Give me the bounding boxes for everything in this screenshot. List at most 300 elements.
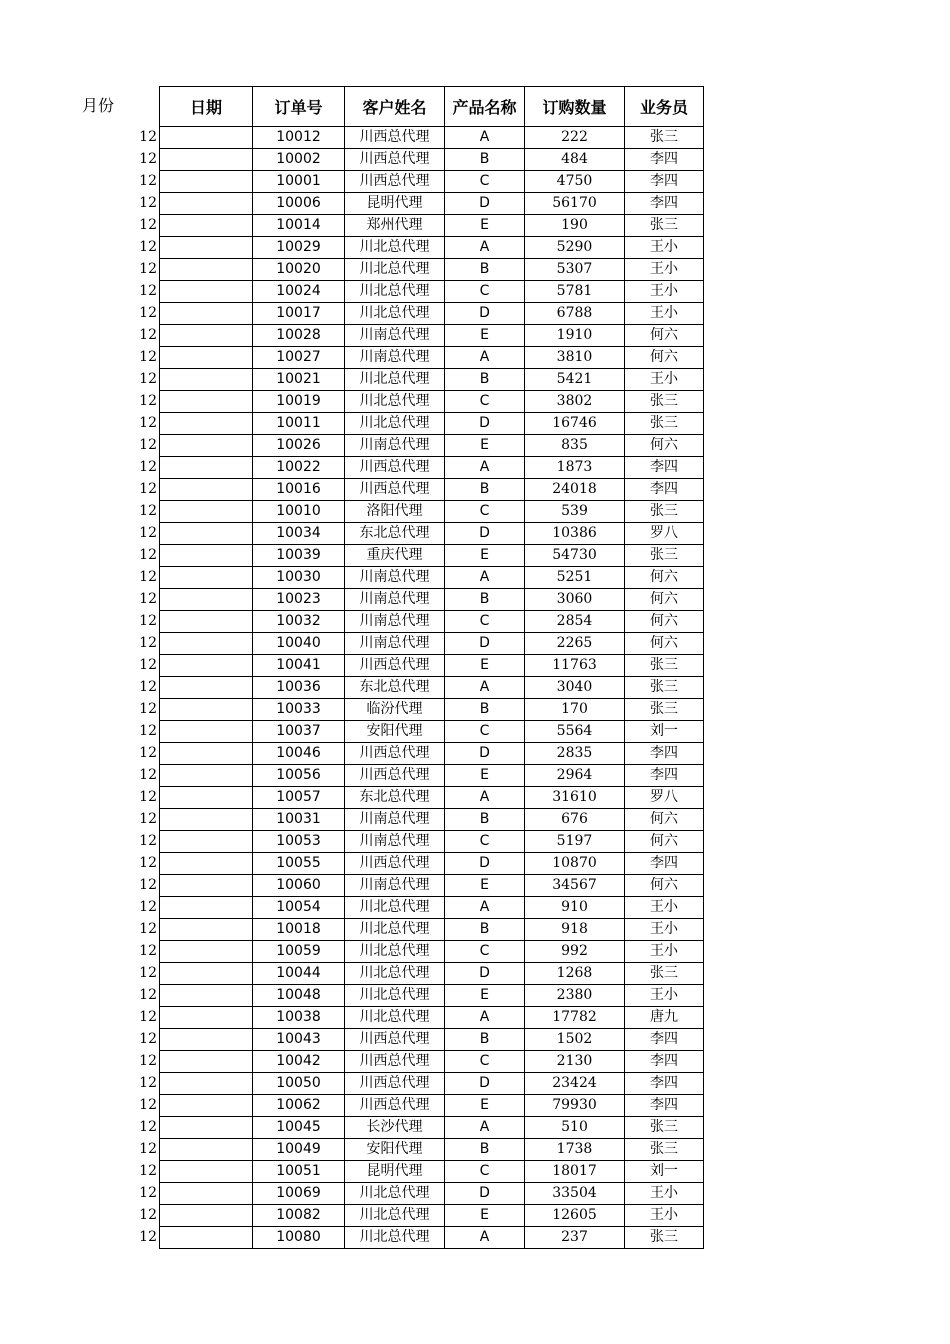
cell-salesperson[interactable]: 何六 xyxy=(625,611,704,633)
cell-customer[interactable]: 川北总代理 xyxy=(345,1183,445,1205)
cell-date[interactable] xyxy=(160,875,253,897)
cell-quantity[interactable]: 1738 xyxy=(525,1139,625,1161)
cell-order-no[interactable]: 10039 xyxy=(253,545,345,567)
cell-salesperson[interactable]: 张三 xyxy=(625,215,704,237)
cell-customer[interactable]: 川西总代理 xyxy=(345,171,445,193)
cell-quantity[interactable]: 510 xyxy=(525,1117,625,1139)
cell-product[interactable]: E xyxy=(445,545,525,567)
cell-product[interactable]: D xyxy=(445,1183,525,1205)
cell-product[interactable]: E xyxy=(445,985,525,1007)
cell-order-no[interactable]: 10082 xyxy=(253,1205,345,1227)
cell-salesperson[interactable]: 李四 xyxy=(625,743,704,765)
cell-order-no[interactable]: 10042 xyxy=(253,1051,345,1073)
cell-order-no[interactable]: 10014 xyxy=(253,215,345,237)
cell-order-no[interactable]: 10062 xyxy=(253,1095,345,1117)
cell-product[interactable]: B xyxy=(445,589,525,611)
cell-date[interactable] xyxy=(160,325,253,347)
cell-product[interactable]: C xyxy=(445,721,525,743)
cell-date[interactable] xyxy=(160,1183,253,1205)
cell-quantity[interactable]: 79930 xyxy=(525,1095,625,1117)
cell-product[interactable]: A xyxy=(445,677,525,699)
cell-product[interactable]: D xyxy=(445,633,525,655)
cell-date[interactable] xyxy=(160,941,253,963)
cell-order-no[interactable]: 10069 xyxy=(253,1183,345,1205)
cell-customer[interactable]: 川南总代理 xyxy=(345,875,445,897)
cell-order-no[interactable]: 10044 xyxy=(253,963,345,985)
cell-quantity[interactable]: 5290 xyxy=(525,237,625,259)
cell-customer[interactable]: 川西总代理 xyxy=(345,149,445,171)
cell-quantity[interactable]: 918 xyxy=(525,919,625,941)
cell-product[interactable]: B xyxy=(445,479,525,501)
cell-order-no[interactable]: 10051 xyxy=(253,1161,345,1183)
cell-customer[interactable]: 川北总代理 xyxy=(345,1227,445,1249)
cell-date[interactable] xyxy=(160,589,253,611)
cell-order-no[interactable]: 10060 xyxy=(253,875,345,897)
cell-customer[interactable]: 川南总代理 xyxy=(345,435,445,457)
cell-customer[interactable]: 川西总代理 xyxy=(345,765,445,787)
cell-date[interactable] xyxy=(160,369,253,391)
cell-order-no[interactable]: 10027 xyxy=(253,347,345,369)
cell-quantity[interactable]: 1873 xyxy=(525,457,625,479)
cell-product[interactable]: E xyxy=(445,325,525,347)
cell-salesperson[interactable]: 何六 xyxy=(625,589,704,611)
cell-salesperson[interactable]: 王小 xyxy=(625,897,704,919)
cell-date[interactable] xyxy=(160,149,253,171)
cell-date[interactable] xyxy=(160,259,253,281)
cell-date[interactable] xyxy=(160,831,253,853)
cell-quantity[interactable]: 34567 xyxy=(525,875,625,897)
cell-salesperson[interactable]: 何六 xyxy=(625,325,704,347)
cell-date[interactable] xyxy=(160,457,253,479)
cell-salesperson[interactable]: 张三 xyxy=(625,413,704,435)
cell-date[interactable] xyxy=(160,347,253,369)
cell-salesperson[interactable]: 何六 xyxy=(625,435,704,457)
cell-order-no[interactable]: 10018 xyxy=(253,919,345,941)
cell-date[interactable] xyxy=(160,1095,253,1117)
cell-product[interactable]: C xyxy=(445,611,525,633)
cell-salesperson[interactable]: 李四 xyxy=(625,1051,704,1073)
cell-quantity[interactable]: 222 xyxy=(525,127,625,149)
cell-salesperson[interactable]: 王小 xyxy=(625,985,704,1007)
cell-quantity[interactable]: 5307 xyxy=(525,259,625,281)
cell-date[interactable] xyxy=(160,721,253,743)
cell-quantity[interactable]: 3060 xyxy=(525,589,625,611)
cell-date[interactable] xyxy=(160,237,253,259)
cell-product[interactable]: E xyxy=(445,435,525,457)
cell-order-no[interactable]: 10006 xyxy=(253,193,345,215)
cell-salesperson[interactable]: 张三 xyxy=(625,545,704,567)
cell-salesperson[interactable]: 李四 xyxy=(625,1073,704,1095)
cell-quantity[interactable]: 24018 xyxy=(525,479,625,501)
cell-quantity[interactable]: 676 xyxy=(525,809,625,831)
cell-customer[interactable]: 安阳代理 xyxy=(345,1139,445,1161)
cell-customer[interactable]: 川南总代理 xyxy=(345,831,445,853)
cell-product[interactable]: D xyxy=(445,1073,525,1095)
cell-order-no[interactable]: 10031 xyxy=(253,809,345,831)
cell-product[interactable]: E xyxy=(445,1095,525,1117)
cell-product[interactable]: A xyxy=(445,1117,525,1139)
cell-salesperson[interactable]: 唐九 xyxy=(625,1007,704,1029)
cell-product[interactable]: D xyxy=(445,413,525,435)
cell-customer[interactable]: 长沙代理 xyxy=(345,1117,445,1139)
cell-product[interactable]: D xyxy=(445,743,525,765)
cell-date[interactable] xyxy=(160,699,253,721)
cell-product[interactable]: B xyxy=(445,369,525,391)
cell-quantity[interactable]: 10386 xyxy=(525,523,625,545)
cell-quantity[interactable]: 11763 xyxy=(525,655,625,677)
cell-product[interactable]: C xyxy=(445,281,525,303)
cell-customer[interactable]: 川南总代理 xyxy=(345,589,445,611)
cell-customer[interactable]: 川北总代理 xyxy=(345,391,445,413)
cell-date[interactable] xyxy=(160,171,253,193)
cell-order-no[interactable]: 10034 xyxy=(253,523,345,545)
cell-salesperson[interactable]: 张三 xyxy=(625,391,704,413)
cell-product[interactable]: A xyxy=(445,897,525,919)
cell-date[interactable] xyxy=(160,391,253,413)
cell-quantity[interactable]: 1502 xyxy=(525,1029,625,1051)
cell-customer[interactable]: 川西总代理 xyxy=(345,479,445,501)
cell-order-no[interactable]: 10057 xyxy=(253,787,345,809)
header-date[interactable]: 日期 xyxy=(160,87,253,127)
cell-quantity[interactable]: 5421 xyxy=(525,369,625,391)
cell-salesperson[interactable]: 李四 xyxy=(625,171,704,193)
cell-date[interactable] xyxy=(160,523,253,545)
cell-quantity[interactable]: 31610 xyxy=(525,787,625,809)
cell-date[interactable] xyxy=(160,919,253,941)
cell-salesperson[interactable]: 张三 xyxy=(625,963,704,985)
cell-customer[interactable]: 东北总代理 xyxy=(345,787,445,809)
cell-order-no[interactable]: 10016 xyxy=(253,479,345,501)
cell-product[interactable]: A xyxy=(445,1227,525,1249)
cell-quantity[interactable]: 190 xyxy=(525,215,625,237)
cell-quantity[interactable]: 1910 xyxy=(525,325,625,347)
cell-date[interactable] xyxy=(160,853,253,875)
cell-order-no[interactable]: 10055 xyxy=(253,853,345,875)
cell-product[interactable]: D xyxy=(445,303,525,325)
cell-order-no[interactable]: 10028 xyxy=(253,325,345,347)
cell-salesperson[interactable]: 王小 xyxy=(625,369,704,391)
cell-date[interactable] xyxy=(160,545,253,567)
cell-order-no[interactable]: 10048 xyxy=(253,985,345,1007)
cell-order-no[interactable]: 10023 xyxy=(253,589,345,611)
cell-quantity[interactable]: 5197 xyxy=(525,831,625,853)
cell-product[interactable]: B xyxy=(445,809,525,831)
cell-customer[interactable]: 川北总代理 xyxy=(345,281,445,303)
cell-product[interactable]: A xyxy=(445,457,525,479)
cell-product[interactable]: E xyxy=(445,655,525,677)
cell-salesperson[interactable]: 王小 xyxy=(625,1183,704,1205)
cell-date[interactable] xyxy=(160,897,253,919)
cell-product[interactable]: B xyxy=(445,259,525,281)
cell-customer[interactable]: 川西总代理 xyxy=(345,127,445,149)
cell-order-no[interactable]: 10037 xyxy=(253,721,345,743)
cell-order-no[interactable]: 10041 xyxy=(253,655,345,677)
cell-customer[interactable]: 川西总代理 xyxy=(345,457,445,479)
cell-product[interactable]: D xyxy=(445,193,525,215)
cell-quantity[interactable]: 2835 xyxy=(525,743,625,765)
cell-customer[interactable]: 川北总代理 xyxy=(345,919,445,941)
cell-order-no[interactable]: 10053 xyxy=(253,831,345,853)
cell-product[interactable]: D xyxy=(445,853,525,875)
cell-customer[interactable]: 川南总代理 xyxy=(345,809,445,831)
cell-order-no[interactable]: 10050 xyxy=(253,1073,345,1095)
cell-customer[interactable]: 川西总代理 xyxy=(345,1029,445,1051)
cell-date[interactable] xyxy=(160,215,253,237)
cell-salesperson[interactable]: 李四 xyxy=(625,765,704,787)
cell-salesperson[interactable]: 张三 xyxy=(625,1227,704,1249)
cell-date[interactable] xyxy=(160,1007,253,1029)
cell-customer[interactable]: 川北总代理 xyxy=(345,963,445,985)
cell-salesperson[interactable]: 王小 xyxy=(625,919,704,941)
cell-order-no[interactable]: 10043 xyxy=(253,1029,345,1051)
cell-quantity[interactable]: 2964 xyxy=(525,765,625,787)
cell-customer[interactable]: 川北总代理 xyxy=(345,1205,445,1227)
cell-order-no[interactable]: 10032 xyxy=(253,611,345,633)
cell-date[interactable] xyxy=(160,787,253,809)
cell-quantity[interactable]: 5564 xyxy=(525,721,625,743)
cell-customer[interactable]: 川南总代理 xyxy=(345,633,445,655)
cell-order-no[interactable]: 10024 xyxy=(253,281,345,303)
cell-date[interactable] xyxy=(160,655,253,677)
cell-quantity[interactable]: 33504 xyxy=(525,1183,625,1205)
cell-order-no[interactable]: 10040 xyxy=(253,633,345,655)
cell-date[interactable] xyxy=(160,1227,253,1249)
cell-product[interactable]: C xyxy=(445,171,525,193)
cell-product[interactable]: D xyxy=(445,963,525,985)
cell-date[interactable] xyxy=(160,611,253,633)
cell-quantity[interactable]: 6788 xyxy=(525,303,625,325)
cell-product[interactable]: E xyxy=(445,215,525,237)
cell-salesperson[interactable]: 张三 xyxy=(625,127,704,149)
cell-product[interactable]: B xyxy=(445,149,525,171)
cell-quantity[interactable]: 2854 xyxy=(525,611,625,633)
cell-order-no[interactable]: 10029 xyxy=(253,237,345,259)
cell-customer[interactable]: 川南总代理 xyxy=(345,347,445,369)
cell-quantity[interactable]: 835 xyxy=(525,435,625,457)
cell-quantity[interactable]: 56170 xyxy=(525,193,625,215)
cell-customer[interactable]: 川北总代理 xyxy=(345,369,445,391)
cell-quantity[interactable]: 10870 xyxy=(525,853,625,875)
cell-salesperson[interactable]: 李四 xyxy=(625,193,704,215)
cell-salesperson[interactable]: 王小 xyxy=(625,237,704,259)
cell-quantity[interactable]: 2130 xyxy=(525,1051,625,1073)
cell-order-no[interactable]: 10054 xyxy=(253,897,345,919)
cell-customer[interactable]: 川南总代理 xyxy=(345,567,445,589)
cell-salesperson[interactable]: 李四 xyxy=(625,149,704,171)
cell-product[interactable]: B xyxy=(445,919,525,941)
cell-salesperson[interactable]: 何六 xyxy=(625,633,704,655)
cell-date[interactable] xyxy=(160,677,253,699)
cell-quantity[interactable]: 12605 xyxy=(525,1205,625,1227)
cell-salesperson[interactable]: 何六 xyxy=(625,809,704,831)
cell-date[interactable] xyxy=(160,435,253,457)
cell-quantity[interactable]: 5781 xyxy=(525,281,625,303)
cell-quantity[interactable]: 1268 xyxy=(525,963,625,985)
cell-order-no[interactable]: 10011 xyxy=(253,413,345,435)
cell-customer[interactable]: 川北总代理 xyxy=(345,303,445,325)
cell-quantity[interactable]: 3802 xyxy=(525,391,625,413)
cell-date[interactable] xyxy=(160,743,253,765)
cell-salesperson[interactable]: 张三 xyxy=(625,699,704,721)
cell-date[interactable] xyxy=(160,1139,253,1161)
cell-salesperson[interactable]: 李四 xyxy=(625,853,704,875)
header-product[interactable]: 产品名称 xyxy=(445,87,525,127)
cell-product[interactable]: A xyxy=(445,347,525,369)
cell-date[interactable] xyxy=(160,985,253,1007)
cell-customer[interactable]: 川北总代理 xyxy=(345,941,445,963)
cell-date[interactable] xyxy=(160,809,253,831)
cell-quantity[interactable]: 4750 xyxy=(525,171,625,193)
cell-customer[interactable]: 川北总代理 xyxy=(345,259,445,281)
cell-salesperson[interactable]: 刘一 xyxy=(625,1161,704,1183)
cell-date[interactable] xyxy=(160,303,253,325)
cell-salesperson[interactable]: 张三 xyxy=(625,1139,704,1161)
cell-salesperson[interactable]: 何六 xyxy=(625,875,704,897)
cell-order-no[interactable]: 10019 xyxy=(253,391,345,413)
cell-product[interactable]: A xyxy=(445,567,525,589)
cell-date[interactable] xyxy=(160,1029,253,1051)
cell-quantity[interactable]: 992 xyxy=(525,941,625,963)
cell-salesperson[interactable]: 刘一 xyxy=(625,721,704,743)
cell-product[interactable]: C xyxy=(445,1161,525,1183)
cell-date[interactable] xyxy=(160,1205,253,1227)
header-customer[interactable]: 客户姓名 xyxy=(345,87,445,127)
header-salesperson[interactable]: 业务员 xyxy=(625,87,704,127)
cell-product[interactable]: A xyxy=(445,237,525,259)
cell-date[interactable] xyxy=(160,127,253,149)
cell-product[interactable]: B xyxy=(445,1029,525,1051)
cell-customer[interactable]: 川北总代理 xyxy=(345,1007,445,1029)
cell-product[interactable]: C xyxy=(445,1051,525,1073)
cell-customer[interactable]: 川北总代理 xyxy=(345,413,445,435)
cell-customer[interactable]: 川西总代理 xyxy=(345,1051,445,1073)
cell-product[interactable]: E xyxy=(445,1205,525,1227)
cell-product[interactable]: C xyxy=(445,831,525,853)
cell-order-no[interactable]: 10017 xyxy=(253,303,345,325)
cell-salesperson[interactable]: 王小 xyxy=(625,259,704,281)
cell-product[interactable]: E xyxy=(445,875,525,897)
cell-order-no[interactable]: 10020 xyxy=(253,259,345,281)
cell-product[interactable]: C xyxy=(445,501,525,523)
cell-date[interactable] xyxy=(160,501,253,523)
cell-quantity[interactable]: 3040 xyxy=(525,677,625,699)
cell-customer[interactable]: 川西总代理 xyxy=(345,853,445,875)
cell-order-no[interactable]: 10049 xyxy=(253,1139,345,1161)
cell-quantity[interactable]: 910 xyxy=(525,897,625,919)
cell-salesperson[interactable]: 王小 xyxy=(625,941,704,963)
cell-quantity[interactable]: 18017 xyxy=(525,1161,625,1183)
cell-customer[interactable]: 郑州代理 xyxy=(345,215,445,237)
cell-product[interactable]: B xyxy=(445,1139,525,1161)
cell-product[interactable]: D xyxy=(445,523,525,545)
cell-salesperson[interactable]: 张三 xyxy=(625,501,704,523)
cell-product[interactable]: C xyxy=(445,391,525,413)
cell-customer[interactable]: 川北总代理 xyxy=(345,237,445,259)
cell-customer[interactable]: 川西总代理 xyxy=(345,1073,445,1095)
cell-quantity[interactable]: 539 xyxy=(525,501,625,523)
cell-product[interactable]: B xyxy=(445,699,525,721)
cell-customer[interactable]: 川南总代理 xyxy=(345,611,445,633)
cell-date[interactable] xyxy=(160,963,253,985)
cell-date[interactable] xyxy=(160,567,253,589)
cell-order-no[interactable]: 10056 xyxy=(253,765,345,787)
cell-order-no[interactable]: 10033 xyxy=(253,699,345,721)
cell-order-no[interactable]: 10045 xyxy=(253,1117,345,1139)
cell-customer[interactable]: 川西总代理 xyxy=(345,1095,445,1117)
cell-quantity[interactable]: 5251 xyxy=(525,567,625,589)
cell-date[interactable] xyxy=(160,1051,253,1073)
cell-order-no[interactable]: 10010 xyxy=(253,501,345,523)
cell-salesperson[interactable]: 李四 xyxy=(625,479,704,501)
cell-order-no[interactable]: 10046 xyxy=(253,743,345,765)
cell-quantity[interactable]: 2265 xyxy=(525,633,625,655)
cell-customer[interactable]: 川西总代理 xyxy=(345,655,445,677)
cell-salesperson[interactable]: 李四 xyxy=(625,1095,704,1117)
cell-date[interactable] xyxy=(160,765,253,787)
cell-customer[interactable]: 洛阳代理 xyxy=(345,501,445,523)
cell-order-no[interactable]: 10026 xyxy=(253,435,345,457)
cell-order-no[interactable]: 10038 xyxy=(253,1007,345,1029)
cell-date[interactable] xyxy=(160,479,253,501)
cell-salesperson[interactable]: 王小 xyxy=(625,1205,704,1227)
cell-customer[interactable]: 川北总代理 xyxy=(345,897,445,919)
cell-order-no[interactable]: 10012 xyxy=(253,127,345,149)
cell-order-no[interactable]: 10022 xyxy=(253,457,345,479)
cell-product[interactable]: A xyxy=(445,1007,525,1029)
cell-quantity[interactable]: 23424 xyxy=(525,1073,625,1095)
cell-quantity[interactable]: 484 xyxy=(525,149,625,171)
cell-date[interactable] xyxy=(160,281,253,303)
cell-customer[interactable]: 昆明代理 xyxy=(345,193,445,215)
cell-customer[interactable]: 川南总代理 xyxy=(345,325,445,347)
cell-salesperson[interactable]: 李四 xyxy=(625,457,704,479)
cell-customer[interactable]: 昆明代理 xyxy=(345,1161,445,1183)
cell-date[interactable] xyxy=(160,413,253,435)
cell-date[interactable] xyxy=(160,633,253,655)
cell-product[interactable]: C xyxy=(445,941,525,963)
cell-product[interactable]: E xyxy=(445,765,525,787)
cell-order-no[interactable]: 10080 xyxy=(253,1227,345,1249)
cell-order-no[interactable]: 10002 xyxy=(253,149,345,171)
cell-salesperson[interactable]: 王小 xyxy=(625,281,704,303)
cell-order-no[interactable]: 10059 xyxy=(253,941,345,963)
cell-customer[interactable]: 东北总代理 xyxy=(345,523,445,545)
cell-salesperson[interactable]: 张三 xyxy=(625,655,704,677)
cell-customer[interactable]: 重庆代理 xyxy=(345,545,445,567)
cell-salesperson[interactable]: 罗八 xyxy=(625,787,704,809)
cell-salesperson[interactable]: 张三 xyxy=(625,1117,704,1139)
cell-salesperson[interactable]: 何六 xyxy=(625,567,704,589)
cell-quantity[interactable]: 16746 xyxy=(525,413,625,435)
cell-quantity[interactable]: 170 xyxy=(525,699,625,721)
cell-salesperson[interactable]: 张三 xyxy=(625,677,704,699)
cell-customer[interactable]: 川北总代理 xyxy=(345,985,445,1007)
cell-order-no[interactable]: 10021 xyxy=(253,369,345,391)
cell-quantity[interactable]: 54730 xyxy=(525,545,625,567)
cell-date[interactable] xyxy=(160,1117,253,1139)
cell-date[interactable] xyxy=(160,1073,253,1095)
cell-order-no[interactable]: 10001 xyxy=(253,171,345,193)
cell-salesperson[interactable]: 李四 xyxy=(625,1029,704,1051)
header-order-no[interactable]: 订单号 xyxy=(253,87,345,127)
cell-salesperson[interactable]: 王小 xyxy=(625,303,704,325)
cell-salesperson[interactable]: 何六 xyxy=(625,831,704,853)
cell-customer[interactable]: 东北总代理 xyxy=(345,677,445,699)
cell-order-no[interactable]: 10030 xyxy=(253,567,345,589)
cell-quantity[interactable]: 2380 xyxy=(525,985,625,1007)
header-quantity[interactable]: 订购数量 xyxy=(525,87,625,127)
cell-order-no[interactable]: 10036 xyxy=(253,677,345,699)
